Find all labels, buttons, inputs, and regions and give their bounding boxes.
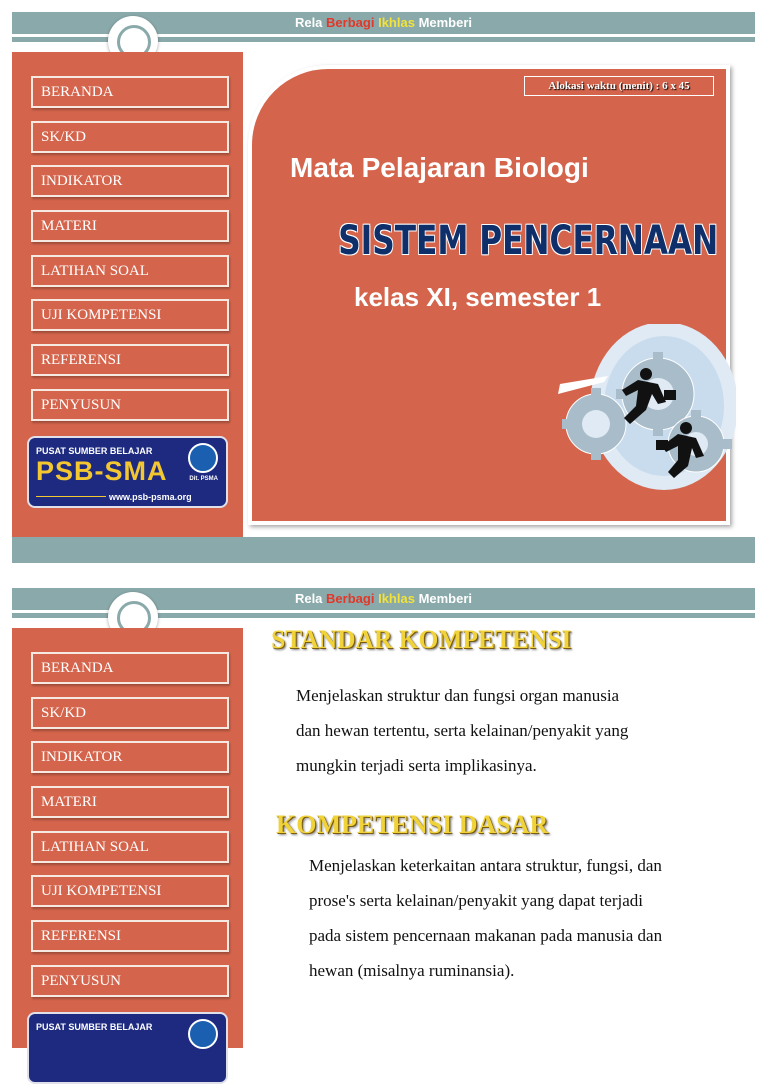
kd-line: pada sistem pencernaan makanan pada manusia dan: [309, 926, 663, 945]
psb-logo-title: PUSAT SUMBER BELAJAR: [36, 446, 153, 456]
menu-uji-kompetensi-button[interactable]: UJI KOMPETENSI: [31, 875, 229, 907]
kd-line: hewan (misalnya ruminansia).: [309, 961, 515, 980]
tagline-word-3: Ikhlas: [378, 591, 415, 606]
menu-beranda-button[interactable]: BERANDA: [31, 76, 229, 108]
psb-logo-dit: Dit. PSMA: [189, 476, 218, 482]
tagline-word-4: Memberi: [418, 591, 473, 606]
sk-line: dan hewan tertentu, serta kelainan/penyakit yang: [296, 721, 629, 740]
menu-beranda-button[interactable]: BERANDA: [31, 652, 229, 684]
menu-penyusun-button[interactable]: PENYUSUN: [31, 389, 229, 421]
menu-indikator-button[interactable]: INDIKATOR: [31, 741, 229, 773]
tagline-word-4: Memberi: [418, 15, 473, 30]
slide-competency: [12, 588, 755, 1038]
menu-materi-button[interactable]: MATERI: [31, 210, 229, 242]
bottom-bar: [12, 537, 755, 563]
menu-uji-kompetensi-button[interactable]: UJI KOMPETENSI: [31, 299, 229, 331]
sk-heading: STANDAR KOMPETENSI: [271, 625, 572, 654]
kd-line: prose's serta kelainan/penyakit yang dapat terjadi: [309, 891, 643, 910]
menu-referensi-button[interactable]: REFERENSI: [31, 344, 229, 376]
tut-wuri-handayani-emblem-icon: [188, 443, 218, 473]
gear-businessmen-illustration-icon: [546, 324, 736, 504]
menu-skkd-button[interactable]: SK/KD: [31, 697, 229, 729]
psb-logo-url: www.psb-psma.org: [109, 492, 192, 502]
menu-skkd-button[interactable]: SK/KD: [31, 121, 229, 153]
class-semester: kelas XI, semester 1: [354, 282, 602, 312]
psb-logo-title: PUSAT SUMBER BELAJAR: [36, 1022, 153, 1032]
menu-indikator-button[interactable]: INDIKATOR: [31, 165, 229, 197]
sidebar-menu: [12, 628, 243, 1048]
tagline-word-2: Berbagi: [326, 15, 375, 30]
main-title: SISTEM PENCERNAAN: [338, 218, 719, 264]
menu-referensi-button[interactable]: REFERENSI: [31, 920, 229, 952]
psb-sma-logo[interactable]: [27, 1012, 228, 1084]
kd-heading: KOMPETENSI DASAR: [276, 810, 549, 839]
menu-materi-button[interactable]: MATERI: [31, 786, 229, 818]
kd-line: Menjelaskan keterkaitan antara struktur, fungsi, dan: [309, 856, 662, 875]
tagline-word-3: Ikhlas: [378, 15, 415, 30]
menu-latihan-soal-button[interactable]: LATIHAN SOAL: [31, 255, 229, 287]
tagline-word-1: Rela: [294, 15, 323, 30]
slide-title: [12, 12, 755, 563]
tagline-word-2: Berbagi: [326, 591, 375, 606]
psb-logo-rule: [36, 496, 106, 497]
sk-line: Menjelaskan struktur dan fungsi organ manusia: [296, 686, 620, 705]
time-allocation-badge: Alokasi waktu (menit) : 6 x 45: [524, 76, 714, 96]
menu-latihan-soal-button[interactable]: LATIHAN SOAL: [31, 831, 229, 863]
sk-line: mungkin terjadi serta implikasinya.: [296, 756, 537, 775]
sk-paragraph: [296, 678, 628, 783]
subject-title: Mata Pelajaran Biologi: [290, 152, 589, 183]
menu-penyusun-button[interactable]: PENYUSUN: [31, 965, 229, 997]
psb-sma-logo[interactable]: [27, 436, 228, 508]
psb-logo-main: PSB-SMA: [36, 456, 168, 486]
tagline-word-1: Rela: [294, 591, 323, 606]
sidebar-menu: [12, 52, 243, 537]
kd-paragraph: [309, 848, 662, 988]
